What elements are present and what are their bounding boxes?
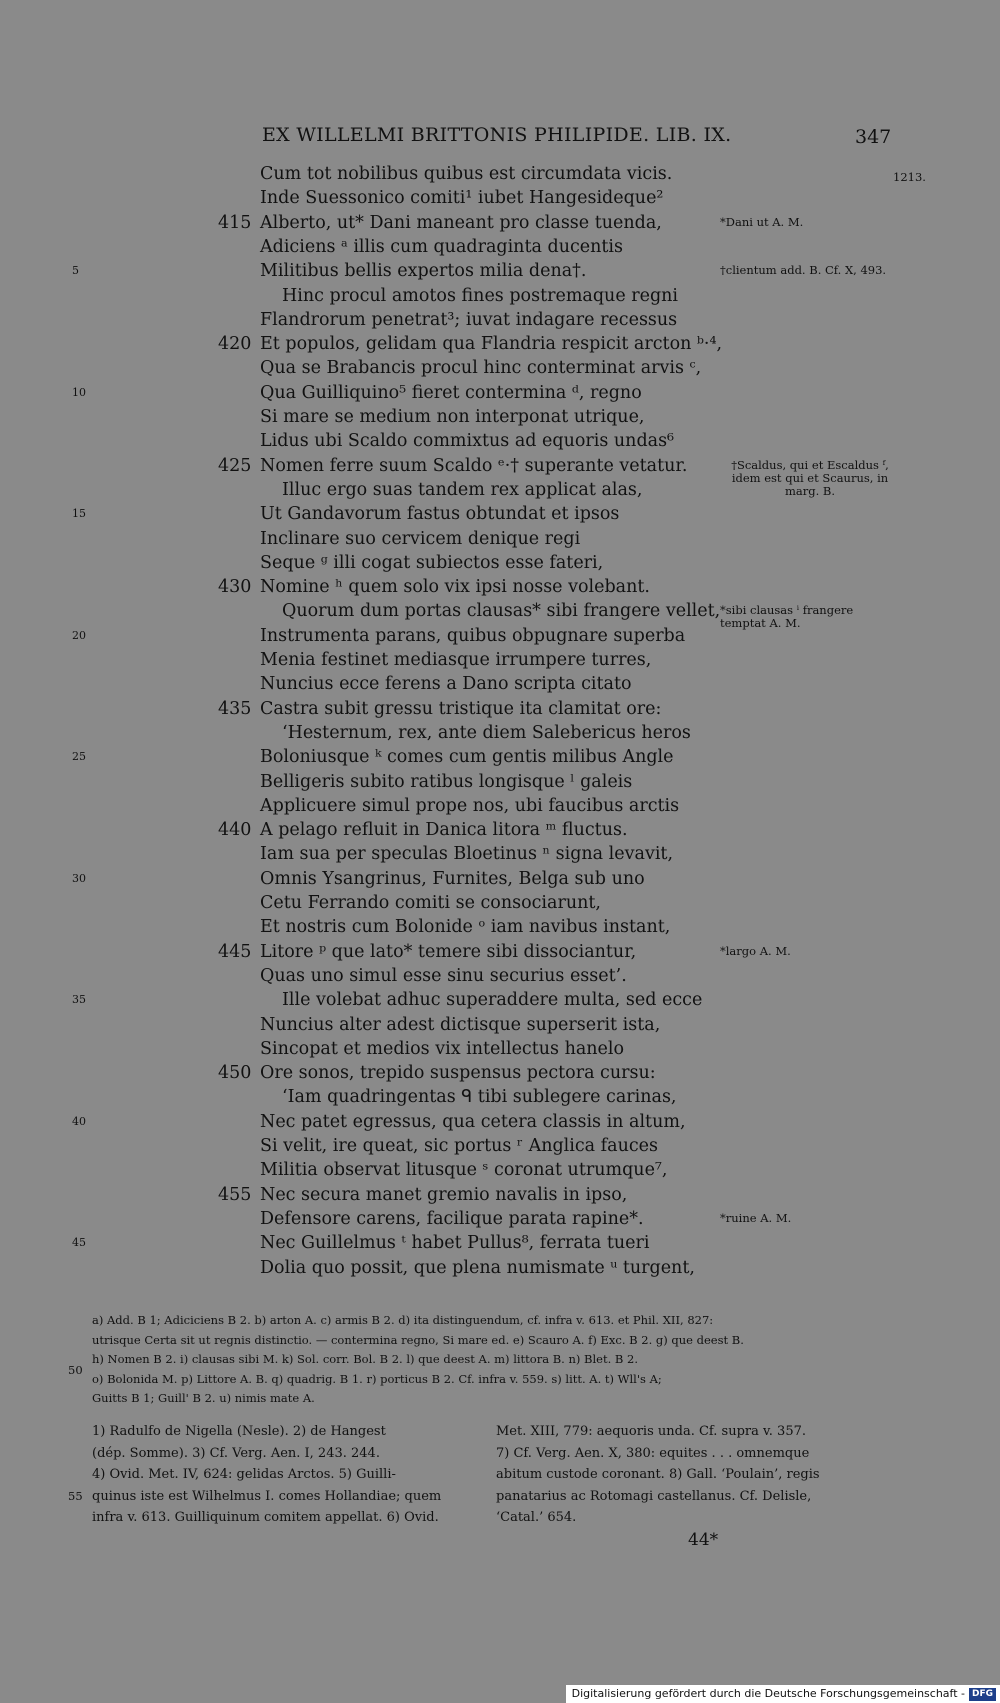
verse-text: Militibus bellis expertos milia dena†. bbox=[260, 261, 587, 282]
verse-text: Nuncius ecce ferens a Dano scripta citato bbox=[260, 674, 632, 695]
verse-text: Boloniusque ᵏ comes cum gentis milibus Angle bbox=[260, 747, 674, 768]
verse-text: Nomine ʰ quem solo vix ipsi nosse volebant. bbox=[260, 577, 650, 598]
margin-note-line: *largo A. M. bbox=[720, 943, 791, 958]
line-number: 20 bbox=[72, 628, 86, 642]
verse-text: Inde Suessonico comiti¹ iubet Hangesideque² bbox=[260, 188, 664, 209]
verse-line bbox=[0, 162, 1000, 186]
apparatus-line: o) Bolonida M. p) Littore A. B. q) quadrig. B 1. r) porticus B 2. Cf. infra v. 559. s) litt. A. t) Wll's A; bbox=[92, 1371, 662, 1386]
apparatus-line: utrisque Certa sit ut regnis distinctio. — contermina regno, Si mare ed. e) Scauro A. f) Exc. B 2. g) que deest B. bbox=[92, 1332, 744, 1347]
verse-line bbox=[0, 794, 1000, 818]
verse-text: Seque ᵍ illi cogat subiectos esse fateri, bbox=[260, 552, 604, 573]
line-number: 40 bbox=[72, 1114, 86, 1128]
margin-note-line: *Dani ut A. M. bbox=[720, 214, 804, 229]
footnote-line-number: 55 bbox=[68, 1489, 83, 1503]
verse-text: Sincopat et medios vix intellectus hanelo bbox=[260, 1038, 625, 1059]
verse-line bbox=[0, 891, 1000, 915]
verse-line bbox=[0, 721, 1000, 745]
verse-line bbox=[0, 381, 1000, 405]
verse-text: Inclinare suo cervicem denique regi bbox=[260, 528, 581, 549]
page-number: 347 bbox=[855, 126, 892, 148]
verse-number: 445 bbox=[218, 941, 252, 962]
margin-note-line: idem est qui et Scaurus, in bbox=[731, 470, 889, 485]
verse-line bbox=[0, 1085, 1000, 1109]
apparatus-line: Guitts B 1; Guill' B 2. u) nimis mate A. bbox=[92, 1391, 315, 1405]
footnote-line: quinus iste est Wilhelmus I. comes Hollandiae; quem bbox=[92, 1488, 442, 1504]
verse-line bbox=[0, 1061, 1000, 1085]
margin-note bbox=[720, 1212, 900, 1225]
margin-note-line: *sibi clausas ⁱ frangere bbox=[720, 603, 854, 618]
verse-text: ‘Hesternum, rex, ante diem Salebericus heros bbox=[282, 722, 691, 743]
apparatus-line: a) Add. B 1; Adiciciens B 2. b) arton A. c) armis B 2. d) ita distinguendum, cf. infra v. 613. et Phil. XII, 827: bbox=[92, 1313, 714, 1327]
footnote-line: panatarius ac Rotomagi castellanus. Cf. Delisle, bbox=[496, 1488, 812, 1504]
footnote-line: Met. XIII, 779: aequoris unda. Cf. supra v. 357. bbox=[496, 1424, 807, 1439]
verse-line bbox=[0, 648, 1000, 672]
verse-number: 435 bbox=[218, 698, 252, 719]
margin-note bbox=[720, 264, 900, 277]
verse-text: Alberto, ut* Dani maneant pro classe tuenda, bbox=[260, 212, 662, 233]
line-number: 10 bbox=[72, 385, 86, 399]
verse-line bbox=[0, 332, 1000, 356]
verse-text: Instrumenta parans, quibus obpugnare superba bbox=[260, 625, 686, 646]
verse-text: Omnis Ysangrinus, Furnites, Belga sub uno bbox=[260, 868, 645, 889]
line-number: 15 bbox=[72, 507, 86, 521]
verse-text: Nec patet egressus, qua cetera classis in altum, bbox=[260, 1111, 686, 1132]
verse-line bbox=[0, 697, 1000, 721]
line-number: 5 bbox=[72, 264, 79, 278]
verse-text: Cum tot nobilibus quibus est circumdata vicis. bbox=[260, 164, 673, 184]
verse-line bbox=[0, 284, 1000, 308]
line-number: 35 bbox=[72, 993, 86, 1007]
verse-line bbox=[0, 1037, 1000, 1061]
verse-line bbox=[0, 429, 1000, 453]
verse-line bbox=[0, 575, 1000, 599]
margin-note bbox=[720, 459, 900, 498]
verse-number: 440 bbox=[218, 820, 252, 841]
verse-text: Lidus ubi Scaldo commixtus ad equoris undas⁶ bbox=[260, 431, 675, 452]
verse-text: Dolia quo possit, que plena numismate ᵘ turgent, bbox=[260, 1257, 695, 1278]
verse-text: Qua Guilliquino⁵ fieret contermina ᵈ, regno bbox=[260, 382, 642, 403]
verse-line bbox=[0, 1013, 1000, 1037]
verse-line bbox=[0, 988, 1000, 1012]
verse-text: Castra subit gressu tristique ita clamitat ore: bbox=[260, 698, 662, 719]
verse-line bbox=[0, 770, 1000, 794]
verse-text: Nec Guillelmus ᵗ habet Pullus⁸, ferrata tueri bbox=[260, 1233, 650, 1254]
footnote-line: 1) Radulfo de Nigella (Nesle). 2) de Hangest bbox=[92, 1424, 386, 1439]
verse-text: Illuc ergo suas tandem rex applicat alas, bbox=[282, 479, 643, 500]
verse-line bbox=[0, 356, 1000, 380]
verse-line bbox=[0, 818, 1000, 842]
verse-line bbox=[0, 915, 1000, 939]
verse-text: Applicuere simul prope nos, ubi faucibus arctis bbox=[260, 795, 680, 816]
verse-text: Belligeris subito ratibus longisque ˡ galeis bbox=[260, 771, 633, 792]
verse-text: Quas uno simul esse sinu securius esset’. bbox=[260, 965, 627, 986]
footnote-line: infra v. 613. Guilliquinum comitem appellat. 6) Ovid. bbox=[92, 1510, 439, 1525]
footnote-line: abitum custode coronant. 8) Gall. ‘Poulain’, regis bbox=[496, 1467, 820, 1482]
verse-number: 430 bbox=[218, 577, 252, 598]
verse-line bbox=[0, 186, 1000, 210]
dfg-logo: DFG bbox=[969, 1688, 996, 1701]
verse-text: Militia observat litusque ˢ coronat utrumque⁷, bbox=[260, 1160, 668, 1181]
margin-note bbox=[720, 216, 900, 229]
margin-note-line: †Scaldus, qui et Escaldus ᶠ, bbox=[731, 457, 889, 472]
verse-text: Quorum dum portas clausas* sibi frangere vellet, bbox=[282, 601, 721, 622]
signature-mark: 44* bbox=[688, 1530, 719, 1550]
verse-text: Flandrorum penetrat³; iuvat indagare recessus bbox=[260, 309, 678, 330]
verse-text: Menia festinet mediasque irrumpere turres, bbox=[260, 650, 652, 670]
verse-text: Si mare se medium non interponat utrique, bbox=[260, 407, 645, 427]
verse-text: Adiciens ᵃ illis cum quadraginta ducentis bbox=[260, 236, 623, 257]
apparatus-line: h) Nomen B 2. i) clausas sibi M. k) Sol. corr. Bol. B 2. l) que deest A. m) littora B. n) Blet. B 2. bbox=[92, 1352, 638, 1366]
verse-text: Nuncius alter adest dictisque superserit ista, bbox=[260, 1014, 661, 1035]
verse-line bbox=[0, 867, 1000, 891]
footnote-line: 4) Ovid. Met. IV, 624: gelidas Arctos. 5) Guilli- bbox=[92, 1467, 396, 1482]
verse-number: 455 bbox=[218, 1184, 252, 1205]
verse-text: Et nostris cum Bolonide ᵒ iam navibus instant, bbox=[260, 917, 671, 938]
verse-text: Ore sonos, trepido suspensus pectora cursu: bbox=[260, 1063, 656, 1084]
verse-line bbox=[0, 308, 1000, 332]
verse-line bbox=[0, 1183, 1000, 1207]
apparatus-line-number: 50 bbox=[68, 1363, 83, 1377]
margin-note-line: †clientum add. B. Cf. X, 493. bbox=[720, 263, 887, 278]
running-title: EX WILLELMI BRITTONIS PHILIPIDE. LIB. IX. bbox=[262, 124, 732, 146]
margin-note-line: *ruine A. M. bbox=[720, 1210, 792, 1225]
footnotes-right-column bbox=[496, 1421, 888, 1529]
verse-line bbox=[0, 745, 1000, 769]
margin-note-line: temptat A. M. bbox=[720, 616, 801, 631]
line-number: 30 bbox=[72, 871, 86, 885]
margin-note-line: marg. B. bbox=[784, 483, 836, 498]
credit-text: Digitalisierung gefördert durch die Deutsche Forschungsgemeinschaft - bbox=[571, 1687, 965, 1700]
verse-number: 420 bbox=[218, 334, 252, 355]
line-number: 25 bbox=[72, 750, 86, 764]
verse-line bbox=[0, 1231, 1000, 1255]
verse-number: 415 bbox=[218, 212, 252, 233]
margin-year: 1213. bbox=[893, 170, 926, 184]
verse-line bbox=[0, 405, 1000, 429]
footnote-line: ‘Catal.’ 654. bbox=[496, 1510, 577, 1525]
verse-text: Ille volebat adhuc superaddere multa, sed ecce bbox=[282, 990, 703, 1011]
verse-line bbox=[0, 527, 1000, 551]
verse-text: Cetu Ferrando comiti se consociarunt, bbox=[260, 893, 601, 913]
verse-text: Ut Gandavorum fastus obtundat et ipsos bbox=[260, 504, 620, 525]
dfg-credit-bar[interactable] bbox=[566, 1685, 1000, 1703]
verse-line bbox=[0, 964, 1000, 988]
verse-line bbox=[0, 672, 1000, 696]
verse-line bbox=[0, 502, 1000, 526]
margin-note bbox=[720, 604, 900, 630]
verse-text: Si velit, ire queat, sic portus ʳ Anglica fauces bbox=[260, 1136, 658, 1156]
verse-line bbox=[0, 235, 1000, 259]
verse-line bbox=[0, 1158, 1000, 1182]
verse-text: Iam sua per speculas Bloetinus ⁿ signa levavit, bbox=[260, 844, 674, 865]
verse-text: Hinc procul amotos fines postremaque regni bbox=[282, 285, 679, 306]
verse-text: Et populos, gelidam qua Flandria respicit arcton ᵇ·⁴, bbox=[260, 334, 723, 355]
verse-text: Nomen ferre suum Scaldo ᵉ·† superante vetatur. bbox=[260, 455, 688, 476]
verse-text: Nec secura manet gremio navalis in ipso, bbox=[260, 1184, 628, 1205]
verse-text: Litore ᵖ que lato* temere sibi dissociantur, bbox=[260, 941, 637, 962]
footnote-line: 7) Cf. Verg. Aen. X, 380: equites . . . omnemque bbox=[496, 1445, 810, 1461]
verse-text: Qua se Brabancis procul hinc conterminat arvis ᶜ, bbox=[260, 358, 702, 379]
verse-line bbox=[0, 551, 1000, 575]
verse-number: 425 bbox=[218, 455, 252, 476]
verse-text: Defensore carens, facilique parata rapine*. bbox=[260, 1208, 644, 1229]
margin-note bbox=[720, 945, 900, 958]
verse-line bbox=[0, 1110, 1000, 1134]
footnote-line: (dép. Somme). 3) Cf. Verg. Aen. I, 243. 244. bbox=[92, 1445, 380, 1461]
verse-number: 450 bbox=[218, 1063, 252, 1084]
line-number: 45 bbox=[72, 1236, 86, 1250]
footnotes-left-column bbox=[92, 1421, 484, 1529]
verse-line bbox=[0, 1134, 1000, 1158]
verse-text: A pelago refluit in Danica litora ᵐ fluctus. bbox=[260, 820, 628, 841]
verse-line bbox=[0, 1256, 1000, 1280]
verse-line bbox=[0, 842, 1000, 866]
critical-apparatus bbox=[92, 1311, 892, 1409]
verse-text: ‘Iam quadringentas ᑫ tibi sublegere carinas, bbox=[282, 1087, 677, 1108]
